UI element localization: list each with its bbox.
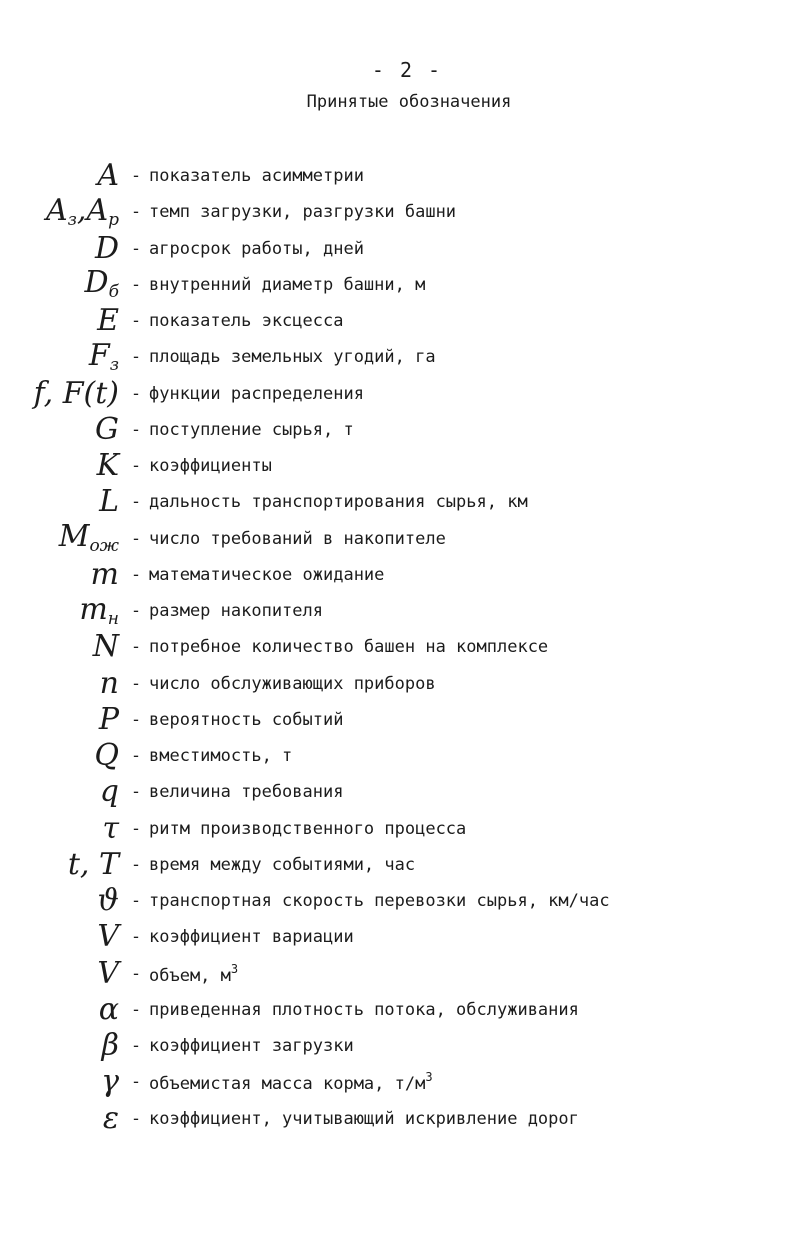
notation-symbol: β [101,1028,119,1063]
notation-symbol: G [95,411,119,447]
notation-symbol: $D_б$ [84,265,119,303]
notation-symbol: E [97,303,119,338]
separator-dash: - [130,637,142,658]
separator-dash: - [130,891,142,911]
separator-dash: - [130,709,142,730]
notation-symbol: $M_{ож}$ [58,519,119,556]
notation-description: коэффициент вариации [149,927,354,948]
notation-symbol: $F_з$ [88,337,119,375]
notation-symbol: $m_н$ [79,591,119,629]
notation-row [0,267,780,303]
page-title: Принятые обозначения [306,92,512,112]
notation-row [0,376,780,412]
separator-dash: - [130,274,142,295]
notation-description: вместимость, т [149,746,293,766]
notation-row [0,847,780,883]
notation-symbol: V [97,919,119,955]
notation-row [0,339,780,375]
notation-symbol: K [96,448,119,483]
separator-dash: - [130,601,142,621]
notation-row [0,702,780,738]
notation-row [0,992,780,1028]
notation-row [0,811,780,847]
notation-row [0,738,780,774]
notation-row [0,629,780,665]
notation-description: агросрок работы, дней [149,238,364,259]
notation-symbol: τ [102,810,119,846]
notation-description: вероятность событий [149,709,344,730]
notation-symbol: α [98,991,119,1027]
notation-symbol: q [99,774,119,810]
notation-row [0,448,780,484]
notation-symbol: A [97,158,119,193]
notation-description: потребное количество башен на комплексе [149,637,549,658]
separator-dash: - [130,854,142,875]
separator-dash: - [130,782,142,803]
notation-description: показатель эксцесса [149,311,344,331]
page-number: - 2 - [371,58,443,82]
notation-row [0,593,780,629]
notation-description: транспортная скорость перевозки сырья, км/час [149,891,610,911]
notation-row [0,194,780,230]
notation-description: объемистая масса корма, $т/м^3$ [149,1070,433,1095]
notation-row [0,557,780,593]
notation-symbol: ϑ [97,883,119,918]
notation-symbol: L [99,484,119,520]
notation-description: темп загрузки, разгрузки башни [149,202,457,223]
notation-row [0,956,780,992]
separator-dash: - [130,456,142,476]
notation-symbol: P [98,701,119,737]
notation-row [0,303,780,339]
notation-row [0,1064,780,1100]
separator-dash: - [130,673,142,694]
notation-description: площадь земельных угодий, га [149,347,436,368]
notation-symbol: N [92,629,119,665]
notation-symbol: Q [94,738,119,773]
notation-symbol: f, F(t) [33,375,119,411]
notation-row [0,774,780,810]
separator-dash: - [130,202,142,223]
notation-row [0,521,780,557]
notation-row [0,666,780,702]
notation-description: число обслуживающих приборов [149,673,436,694]
notation-row [0,231,780,267]
notation-row [0,919,780,955]
notation-description: объем, $м^3$ [149,961,239,986]
notation-description: размер накопителя [149,601,323,621]
notation-symbol: V [97,955,119,991]
separator-dash: - [130,347,142,368]
notation-description: коэффициент, учитывающий искривление дорог [149,1108,579,1129]
separator-dash: - [130,963,142,984]
separator-dash: - [130,1072,142,1093]
notation-row [0,883,780,919]
separator-dash: - [130,311,142,331]
separator-dash: - [130,564,142,585]
notation-description: величина требования [149,782,344,803]
notation-description: функции распределения [149,383,364,404]
notation-symbol: t, T [67,846,119,882]
notation-row [0,158,780,194]
notation-description: коэффициент загрузки [149,1036,354,1056]
notation-description: коэффициенты [149,456,272,476]
notation-row [0,1101,780,1137]
separator-dash: - [130,927,142,948]
notation-symbol: γ [101,1064,119,1100]
notation-row [0,1028,780,1064]
notation-symbol: $A_з,A_р$ [45,192,119,230]
notation-description: время между событиями, час [149,854,416,875]
notation-row [0,484,780,520]
separator-dash: - [130,383,142,404]
notation-description: число требований в накопителе [149,528,446,549]
notation-symbol: ε [102,1100,119,1136]
notation-description: показатель асимметрии [149,166,364,186]
separator-dash: - [130,818,142,839]
notation-symbol: D [94,230,119,266]
notation-symbol: n [99,665,119,701]
separator-dash: - [130,166,142,186]
separator-dash: - [130,1036,142,1056]
separator-dash: - [130,492,142,513]
separator-dash: - [130,1108,142,1129]
separator-dash: - [130,528,142,549]
separator-dash: - [130,746,142,766]
notation-description: дальность транспортирования сырья, км [149,492,528,513]
notation-symbol: m [90,556,119,592]
notation-description: внутренний диаметр башни, м [149,274,426,295]
separator-dash: - [130,238,142,259]
notation-row [0,412,780,448]
notation-description: приведенная плотность потока, обслуживания [149,999,579,1020]
separator-dash: - [130,999,142,1020]
notation-description: ритм производственного процесса [149,818,467,839]
separator-dash: - [130,419,142,440]
notation-description: поступление сырья, т [149,419,354,440]
notation-description: математическое ожидание [149,564,385,585]
